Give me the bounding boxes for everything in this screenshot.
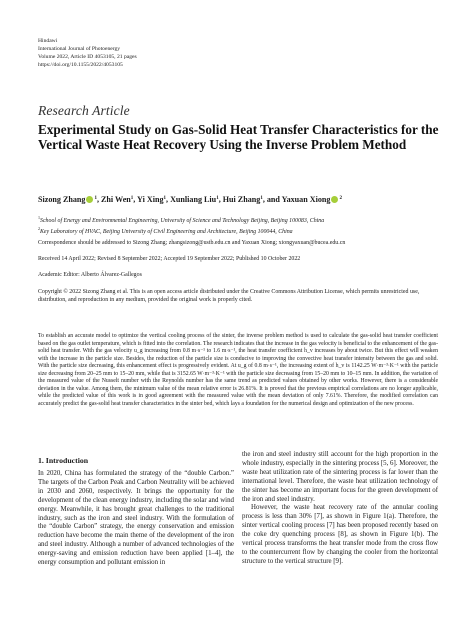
- affiliation-item: $^2$Key Laboratory of HVAC, Beijing University of Civil Engineering and Architecture, Beijing 100044, China: [38, 225, 293, 235]
- publication-dates: Received 14 April 2022; Revised 8 September 2022; Accepted 19 September 2022; Published 10 October 2022: [38, 256, 301, 262]
- intro-column-left: [38, 470, 234, 568]
- volume-info: Volume 2022, Article ID 4053105, 21 pages: [38, 54, 137, 61]
- orcid-icon[interactable]: [86, 196, 93, 203]
- author-name: Yi Xing: [137, 195, 164, 204]
- orcid-icon[interactable]: [331, 196, 338, 203]
- copyright-notice: Copyright © 2022 Sizong Zhang et al. This is an open access article distributed under the Creative Commons Attribution License, which permits unrestricted use, distribution, and reproduction in any medium, provided the original work is properly cited.: [38, 289, 420, 303]
- author-affiliation-mark: 1: [216, 196, 219, 201]
- author-list: Sizong Zhang $^1$, Zhi Wen$^1$, Yi Xing$^1$, Xunliang Liu$^1$, Hui Zhang$^1$, and Yaxuan Xiong $^2$: [38, 195, 342, 204]
- article-title: Experimental Study on Gas-Solid Heat Transfer Characteristics for the Vertical Waste Heat Recovery Using the Inverse Problem Method: [38, 122, 439, 153]
- author-name: Xunliang Liu: [170, 195, 217, 204]
- academic-editor: Academic Editor: Alberto Álvarez-Gallegos: [38, 272, 142, 278]
- author-name: Zhi Wen: [101, 195, 131, 204]
- author-affiliation-mark: 2: [339, 196, 342, 201]
- author-affiliation-mark: 1: [163, 196, 167, 201]
- journal-name: International Journal of Photoenergy: [38, 46, 121, 53]
- affiliations: [38, 214, 443, 236]
- affiliation-item: $^1$School of Energy and Environmental Engineering, University of Science and Technology Beijing, Beijing 100083, China: [38, 215, 325, 224]
- journal-meta: [38, 37, 137, 69]
- section-heading: 1. Introduction: [38, 456, 89, 465]
- author-name: Yaxuan Xiong: [281, 195, 331, 204]
- intro-paragraph: the iron and steel industry still account for the high proportion in the whole industry, especially in the sintering process [5, 6]. Moreover, the waste heat utilization rate of the sintering process is far lower than the international level. Therefore, the waste heat utilization technology of the sinter has become an important focus for the green development of the iron and steel industry.: [242, 451, 438, 503]
- publisher-name: Hindawi: [38, 38, 58, 44]
- doi-link[interactable]: https://doi.org/10.1155/2022/4053105: [38, 62, 123, 69]
- intro-paragraph: However, the waste heat recovery rate of the annular cooling process is less than 30% [7], as shown in Figure 1(a). Therefore, the sinter vertical cooling process [7] has been proposed recently based on the coke dry quenching process [8], as shown in Figure 1(b). The vertical process transforms the heat transfer mode from the cross flow to the countercurrent flow by changing the cooler from the horizontal structure to the vertical structure [9].: [242, 504, 438, 565]
- correspondence-note: Correspondence should be addressed to Sizong Zhang; zhangsizong@ustb.edu.cn and Yaxuan Xiong; xiongyaxuan@bucea.edu.cn: [38, 240, 346, 246]
- author-affiliation-mark: 1: [260, 196, 263, 201]
- author-affiliation-mark: 1: [130, 196, 134, 201]
- author-name: Sizong Zhang: [38, 195, 86, 204]
- article-type: Research Article: [38, 103, 130, 118]
- author-name: Hui Zhang: [222, 195, 261, 204]
- abstract-text: To establish an accurate model to optimize the vertical cooling process of the sinter, the inverse problem method is used to calculate the gas-solid heat transfer coefficient based on the gas outlet temperature, which is fitted into the correlation. The research indicates that the increase in the gas velocity is beneficial to the enhancement of the gas-solid heat transfer. With the gas velocity u_g increasing from 0.8 m·s⁻¹ to 1.6 m·s⁻¹, the heat transfer coefficient h_v increases by about twice. But this effect will weaken with the increase in the particle size. Besides, the reduction of the particle size is conducive to improving the convective heat transfer intensity between the gas and solid. With the particle size decreasing, this enhancement effect is progressively evident. At u_g of 0.8 m·s⁻¹, the increasing extent of h_v is 1142.25 W·m⁻³·K⁻¹ with the particle size decreasing from 20–25 mm to 15–20 mm, while that is 3152.65 W·m⁻³·K⁻¹ with the particle size decreasing from 15–20 mm to 10–15 mm. In addition, the variation of the measured value of the Nusselt number with the Reynolds number has the same trend as predicted values obtained by other works. However, there is a considerable deviation in the value. Among them, the minimum value of the mean relative error is 26.81%. It is proved that the previous empirical correlations are no longer applicable, while the predicted value of this work is in good agreement with the measured value with the mean deviation of only 7.61%. Therefore, the modified correlation can accurately predict the gas-solid heat transfer characteristics in the sinter bed, which lays a foundation for the numerical design and optimization of the new process.: [38, 333, 438, 407]
- intro-paragraph: In 2020, China has formulated the strategy of the “double Carbon.” The targets of the Carbon Peak and Carbon Neutrality will be achieved in 2030 and 2060, respectively. It brings the opportunity for the development of the clean energy industry, including the solar and wind energy. Meanwhile, it has brought great challenges to the traditional industry, such as the iron and steel industry. With the formulation of the “double Carbon” strategy, the energy conservation and emission reduction have become the main theme of the development of the iron and steel industry. Although a number of advanced technologies of the energy-saving and emission reduction have been applied [1–4], the energy consumption and pollutant emission in: [38, 470, 234, 567]
- intro-column-right: [242, 451, 438, 567]
- author-affiliation-mark: 1: [94, 196, 97, 201]
